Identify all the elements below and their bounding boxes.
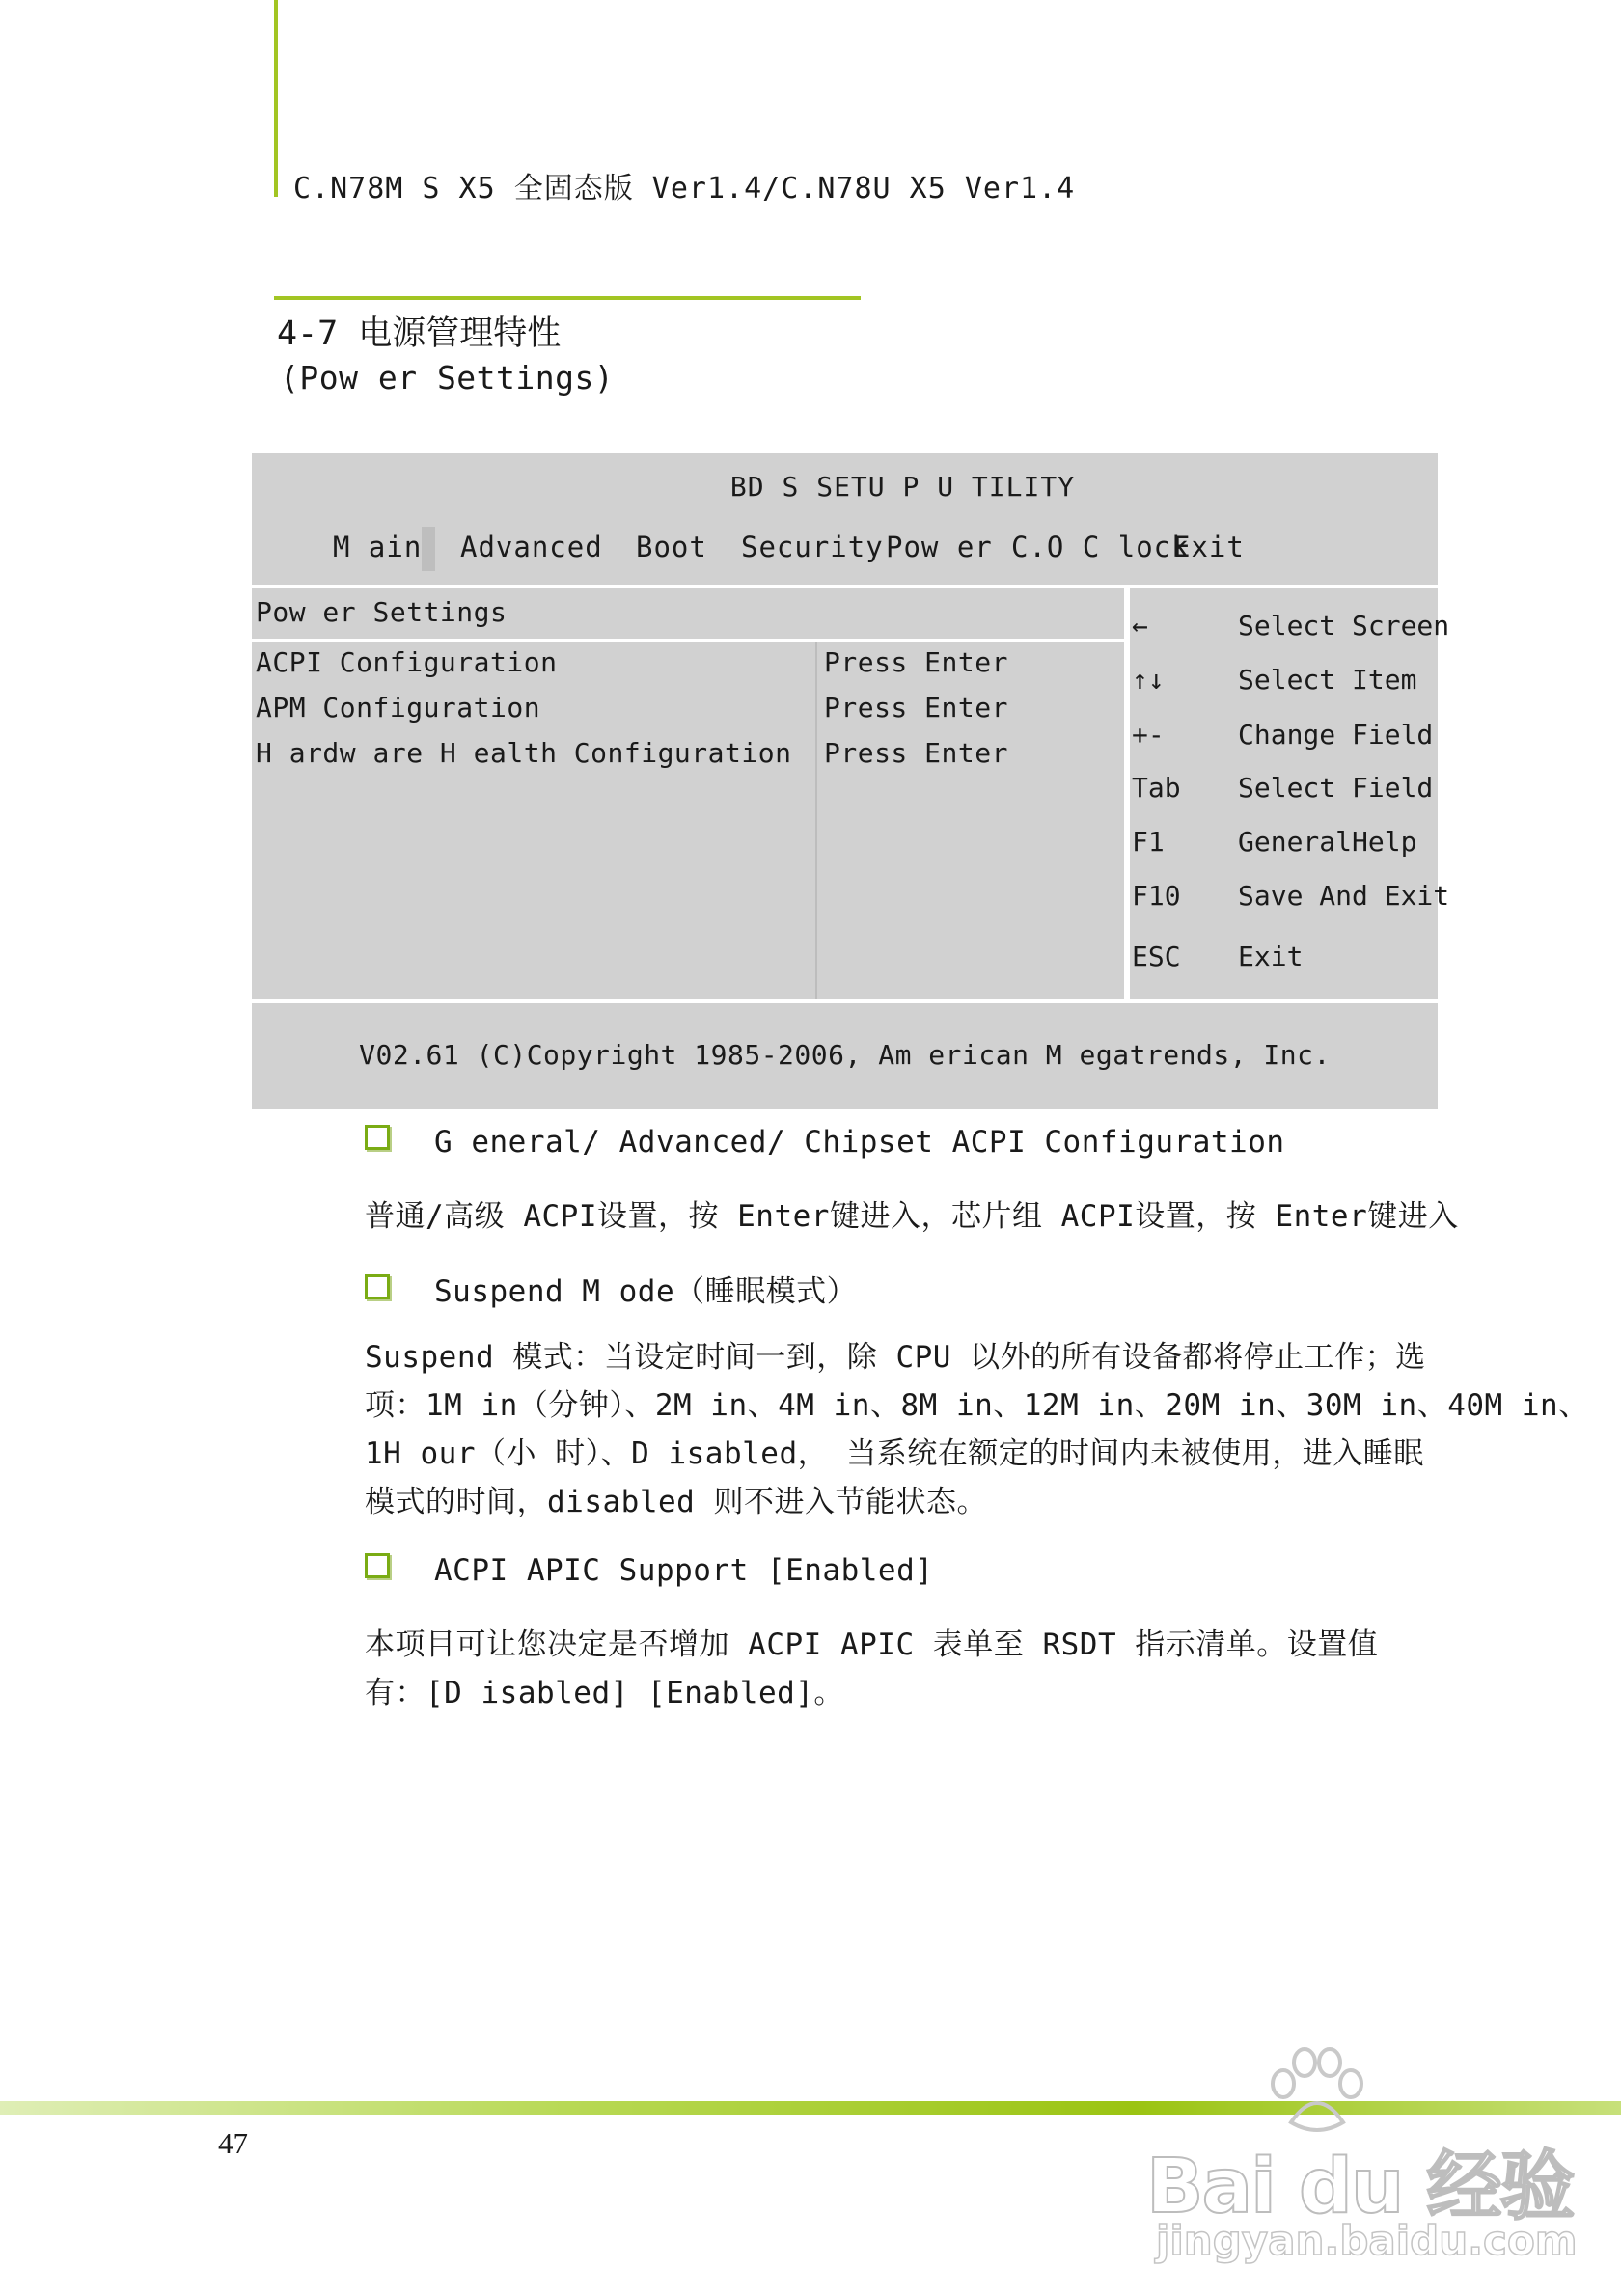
bullet-acpi-configuration [365,1125,1285,1160]
paragraph-line: 1H our（小 时）、D isabled， 当系统在额定的时间内未被使用，进入睡眠 [365,1436,1424,1471]
bios-header [252,453,1438,585]
help-key: F10 [1132,880,1181,912]
help-key: +- [1132,719,1165,751]
help-desc: Change Field [1238,719,1434,751]
menu-item-value: Press Enter [824,692,1008,724]
paragraph-line: 有：[D isabled] [Enabled]。 [365,1676,844,1710]
menu-item-label: ACPI Configuration [256,646,558,678]
section-title: 4-7 电源管理特性 [277,314,562,353]
baidu-watermark [1146,2045,1578,2264]
help-row [1132,719,1434,751]
paragraph-acpi [365,1192,1459,1241]
checkbox-bullet-icon [365,1553,390,1578]
checkbox-bullet-icon [365,1274,390,1299]
bios-divider [252,585,1438,588]
help-desc: GeneralHelp [1238,826,1417,858]
menu-item-hardware-health[interactable] [256,737,1008,769]
paragraph-line: 本项目可让您决定是否增加 ACPI APIC 表单至 RSDT 指示清单。设置值 [365,1627,1379,1662]
bios-copyright: V02.61 (C)Copyright 1985-2006, Am erican M egatrends, Inc. [359,1039,1331,1071]
settings-title-rule [252,639,1124,642]
help-row [1132,880,1450,912]
menu-item-apm-configuration[interactable] [256,692,1008,724]
tab-power[interactable]: Pow er [886,531,993,563]
menu-item-label: APM Configuration [256,692,541,724]
help-key: ↑↓ [1132,664,1165,696]
tab-exit[interactable]: Exit [1173,531,1245,563]
checkbox-bullet-icon [365,1125,390,1150]
tab-advanced[interactable]: Advanced [460,531,603,563]
watermark-url: jingyan.baidu.com [1156,2217,1578,2264]
menu-item-value: Press Enter [824,737,1008,769]
section-subtitle: (Pow er Settings) [280,359,615,396]
bullet-label: ACPI APIC Support [Enabled] [434,1553,934,1588]
help-key: Tab [1132,772,1181,804]
bullet-label: G eneral/ Advanced/ Chipset ACPI Configuration [434,1125,1285,1160]
help-row [1132,826,1417,858]
help-row [1132,610,1450,642]
paragraph-suspend [365,1333,1589,1526]
tab-main[interactable]: M ain [333,531,423,563]
help-row [1132,664,1417,696]
running-header: C.N78M S X5 全固态版 Ver1.4/C.N78U X5 Ver1.4 [293,172,1076,205]
help-desc: Select Field [1238,772,1434,804]
help-desc: Exit [1238,941,1304,972]
paragraph-line: 普通/高级 ACPI设置，按 Enter键进入，芯片组 ACPI设置，按 Enter键进入 [365,1199,1459,1234]
menu-item-label: H ardw are H ealth Configuration [256,737,792,769]
section-accent-rule [274,296,861,300]
help-desc: Select Screen [1238,610,1450,642]
paragraph-line: 项：1M in（分钟）、2M in、4M in、8M in、12M in、20M in、30M in、40M in、 [365,1388,1589,1423]
help-row [1132,772,1434,804]
tab-boot[interactable]: Boot [636,531,707,563]
bios-screenshot [252,453,1450,1109]
bios-divider [252,999,1438,1003]
tab-security[interactable]: Security [741,531,884,563]
bios-title: BD S SETU P U TILITY [729,471,1076,503]
paragraph-apic [365,1621,1416,1717]
bios-panel-divider [1124,588,1130,1003]
settings-panel-title: Pow er Settings [256,596,508,628]
help-key: ESC [1132,941,1181,972]
paw-icon [1262,2045,1368,2137]
bullet-suspend-mode [365,1267,857,1310]
menu-item-acpi-configuration[interactable] [256,646,1008,678]
help-key: ← [1132,610,1148,642]
help-key: F1 [1132,826,1165,858]
bullet-label: Suspend M ode（睡眠模式） [434,1274,858,1309]
help-row [1132,941,1304,972]
paragraph-line: 模式的时间，disabled 则不进入节能状态。 [365,1485,987,1519]
help-desc: Save And Exit [1238,880,1450,912]
bullet-acpi-apic [365,1553,933,1588]
watermark-text: Bai du 经验 [1146,2144,1574,2230]
paragraph-line: Suspend 模式：当设定时间一到，除 CPU 以外的所有设备都将停止工作；选 [365,1340,1426,1375]
tab-cpu-clock[interactable]: C.O C lock [1011,531,1190,563]
menu-item-value: Press Enter [824,646,1008,678]
page-number: 47 [218,2126,248,2160]
bios-tab-bar [252,531,1438,569]
help-desc: Select Item [1238,664,1417,696]
bios-column-divider [815,642,817,999]
header-accent-rule [274,0,278,197]
